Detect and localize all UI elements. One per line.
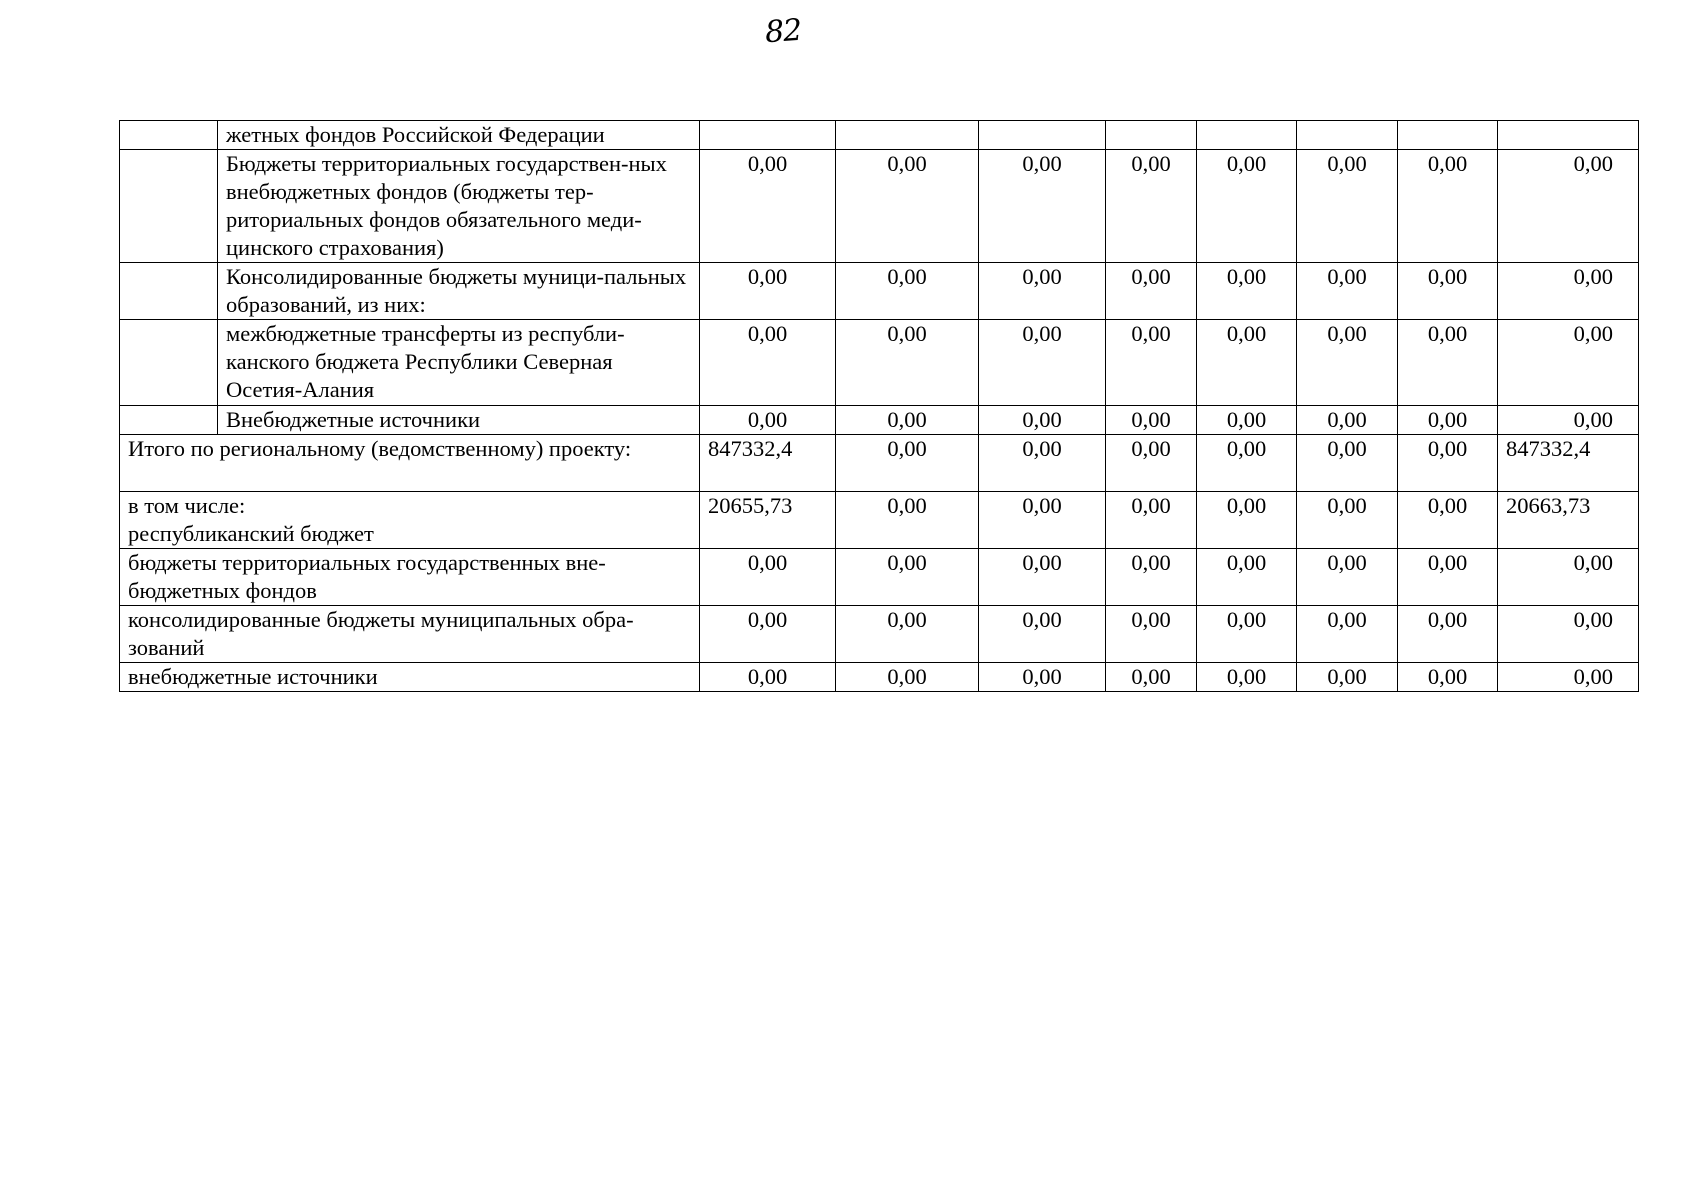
value-cell: 0,00 <box>700 663 836 692</box>
value-cell: 0,00 <box>1197 320 1297 406</box>
value-cell: 0,00 <box>979 492 1106 549</box>
value-cell <box>979 121 1106 150</box>
value-cell: 0,00 <box>836 549 979 606</box>
value-cell: 847332,4 <box>700 435 836 492</box>
value-cell: 0,00 <box>1297 492 1398 549</box>
row-label: Внебюджетные источники <box>218 406 700 435</box>
value-cell: 0,00 <box>1106 263 1197 320</box>
value-cell: 847332,4 <box>1498 435 1639 492</box>
row-label: жетных фондов Российской Федерации <box>218 121 700 150</box>
table-row <box>120 492 1639 549</box>
value-cell: 0,00 <box>1398 549 1498 606</box>
value-cell: 0,00 <box>1398 492 1498 549</box>
value-cell: 0,00 <box>1498 406 1639 435</box>
value-cell: 0,00 <box>1106 549 1197 606</box>
budget-table <box>119 120 1639 692</box>
value-cell: 0,00 <box>979 150 1106 263</box>
value-cell: 0,00 <box>1398 263 1498 320</box>
value-cell: 0,00 <box>1398 406 1498 435</box>
value-cell: 0,00 <box>1197 492 1297 549</box>
table-row <box>120 435 1639 492</box>
value-cell: 0,00 <box>1106 606 1197 663</box>
value-cell: 0,00 <box>1297 435 1398 492</box>
value-cell: 0,00 <box>700 549 836 606</box>
value-cell: 0,00 <box>1498 320 1639 406</box>
value-cell: 0,00 <box>1197 435 1297 492</box>
row-label: консолидированные бюджеты муниципальных обра-зований <box>120 606 700 663</box>
value-cell: 0,00 <box>979 435 1106 492</box>
row-label: Консолидированные бюджеты муници-пальных образований, из них: <box>218 263 700 320</box>
value-cell: 20663,73 <box>1498 492 1639 549</box>
value-cell <box>1106 121 1197 150</box>
value-cell: 0,00 <box>979 406 1106 435</box>
value-cell: 0,00 <box>1197 406 1297 435</box>
value-cell: 0,00 <box>836 435 979 492</box>
table-row <box>120 406 1639 435</box>
value-cell: 0,00 <box>1106 320 1197 406</box>
row-label: в том числе: республиканский бюджет <box>120 492 700 549</box>
value-cell: 0,00 <box>1297 320 1398 406</box>
value-cell: 0,00 <box>1197 150 1297 263</box>
value-cell: 0,00 <box>836 492 979 549</box>
table-row <box>120 549 1639 606</box>
value-cell: 0,00 <box>1106 663 1197 692</box>
value-cell: 0,00 <box>1398 663 1498 692</box>
table-row <box>120 606 1639 663</box>
value-cell: 0,00 <box>1197 263 1297 320</box>
value-cell: 0,00 <box>1106 150 1197 263</box>
value-cell: 0,00 <box>979 263 1106 320</box>
table-row <box>120 121 1639 150</box>
value-cell: 0,00 <box>1197 663 1297 692</box>
row-marker-cell <box>120 320 218 406</box>
table-row <box>120 263 1639 320</box>
value-cell: 0,00 <box>1297 663 1398 692</box>
value-cell: 0,00 <box>836 320 979 406</box>
row-marker-cell <box>120 406 218 435</box>
value-cell: 0,00 <box>700 263 836 320</box>
value-cell: 0,00 <box>1498 606 1639 663</box>
value-cell: 0,00 <box>836 263 979 320</box>
value-cell <box>1498 121 1639 150</box>
value-cell: 0,00 <box>1498 263 1639 320</box>
value-cell <box>1398 121 1498 150</box>
row-label: Бюджеты территориальных государствен-ных внебюджетных фондов (бюджеты тер-риториальных фондов обязательного меди-цинского страхования) <box>218 150 700 263</box>
page-number: 82 <box>763 12 803 51</box>
value-cell: 0,00 <box>1398 606 1498 663</box>
table-row <box>120 320 1639 406</box>
value-cell: 0,00 <box>700 406 836 435</box>
value-cell: 0,00 <box>979 549 1106 606</box>
value-cell: 0,00 <box>1398 150 1498 263</box>
value-cell: 0,00 <box>836 150 979 263</box>
row-marker-cell <box>120 263 218 320</box>
value-cell: 0,00 <box>1297 606 1398 663</box>
value-cell: 0,00 <box>1297 549 1398 606</box>
row-label: межбюджетные трансферты из республи-канского бюджета Республики Северная Осетия-Алания <box>218 320 700 406</box>
value-cell: 0,00 <box>1398 320 1498 406</box>
value-cell: 20655,73 <box>700 492 836 549</box>
table-row <box>120 150 1639 263</box>
value-cell: 0,00 <box>1498 663 1639 692</box>
value-cell: 0,00 <box>1498 549 1639 606</box>
value-cell <box>700 121 836 150</box>
row-label: внебюджетные источники <box>120 663 700 692</box>
value-cell: 0,00 <box>1297 150 1398 263</box>
value-cell: 0,00 <box>979 606 1106 663</box>
value-cell: 0,00 <box>1297 263 1398 320</box>
value-cell: 0,00 <box>1106 435 1197 492</box>
value-cell <box>1297 121 1398 150</box>
value-cell: 0,00 <box>836 406 979 435</box>
row-marker-cell <box>120 121 218 150</box>
value-cell: 0,00 <box>700 606 836 663</box>
value-cell: 0,00 <box>700 320 836 406</box>
value-cell: 0,00 <box>1106 406 1197 435</box>
value-cell: 0,00 <box>700 150 836 263</box>
value-cell: 0,00 <box>836 663 979 692</box>
value-cell: 0,00 <box>1398 435 1498 492</box>
value-cell: 0,00 <box>1197 549 1297 606</box>
value-cell: 0,00 <box>1197 606 1297 663</box>
value-cell: 0,00 <box>1297 406 1398 435</box>
value-cell: 0,00 <box>979 663 1106 692</box>
row-label: Итого по региональному (ведомственному) проекту: <box>120 435 700 492</box>
value-cell <box>1197 121 1297 150</box>
value-cell: 0,00 <box>1498 150 1639 263</box>
value-cell: 0,00 <box>979 320 1106 406</box>
value-cell: 0,00 <box>1106 492 1197 549</box>
value-cell: 0,00 <box>836 606 979 663</box>
table-row <box>120 663 1639 692</box>
row-marker-cell <box>120 150 218 263</box>
value-cell <box>836 121 979 150</box>
row-label: бюджеты территориальных государственных вне-бюджетных фондов <box>120 549 700 606</box>
